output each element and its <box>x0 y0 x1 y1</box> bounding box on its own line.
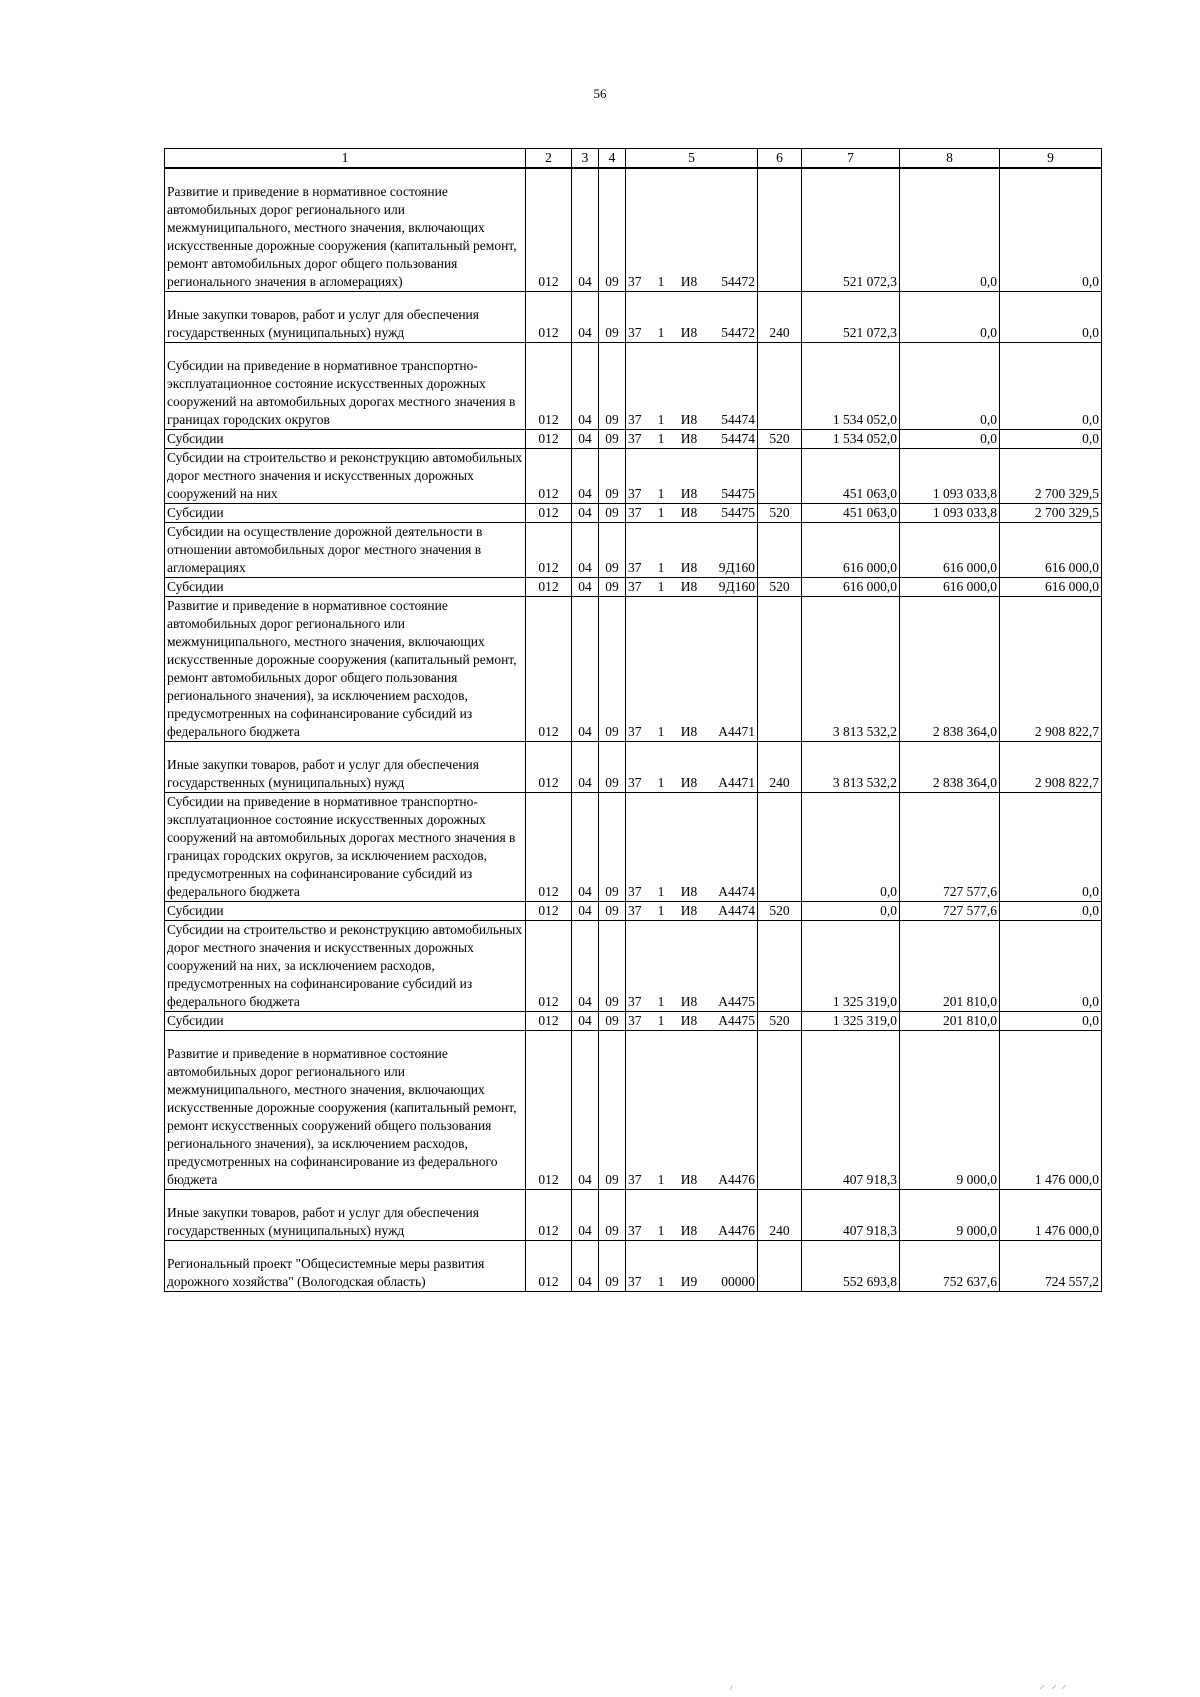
row-description: Иные закупки товаров, работ и услуг для обеспечения государственных (муниципальных) нужд <box>165 1190 526 1241</box>
row-col-9: 0,0 <box>1000 1012 1102 1031</box>
row-col-5 <box>626 1241 758 1292</box>
row-col-5 <box>626 1190 758 1241</box>
row-description: Субсидии <box>165 504 526 523</box>
row-col-7: 1 325 319,0 <box>802 1012 900 1031</box>
row-col-7: 3 813 532,2 <box>802 742 900 793</box>
row-description: Иные закупки товаров, работ и услуг для обеспечения государственных (муниципальных) нужд <box>165 292 526 343</box>
code-direction: А4471 <box>718 724 755 739</box>
row-col-5 <box>626 430 758 449</box>
row-col-2: 012 <box>526 793 572 902</box>
code-subprogram: 1 <box>657 505 665 520</box>
row-description: Субсидии на приведение в нормативное транспортно-эксплуатационное состояние искусственных дорожных сооружений на автомобильных дорогах местного значения в границах городских округов, за исключением расходов, предусмотренных на софинансирование субсидий из федерального бюджета <box>165 793 526 902</box>
row-col-7: 407 918,3 <box>802 1190 900 1241</box>
code-direction: А4474 <box>718 884 755 899</box>
row-col-9: 0,0 <box>1000 430 1102 449</box>
row-col-3: 04 <box>572 902 599 921</box>
code-project: И8 <box>680 1013 698 1028</box>
header-col-7: 7 <box>802 149 900 169</box>
code-subprogram: 1 <box>657 724 665 739</box>
row-col-2: 012 <box>526 921 572 1012</box>
row-col-4: 09 <box>599 597 626 742</box>
header-col-6: 6 <box>758 149 802 169</box>
row-col-8: 0,0 <box>900 343 1000 430</box>
row-col-2: 012 <box>526 1012 572 1031</box>
row-col-9: 0,0 <box>1000 168 1102 292</box>
row-col-6 <box>758 523 802 578</box>
row-col-3: 04 <box>572 1190 599 1241</box>
row-col-8: 1 093 033,8 <box>900 504 1000 523</box>
table-row <box>165 902 1102 921</box>
row-description: Субсидии на строительство и реконструкцию автомобильных дорог местного значения и искусственных дорожных сооружений на них <box>165 449 526 504</box>
row-col-8: 616 000,0 <box>900 578 1000 597</box>
code-subprogram: 1 <box>657 560 665 575</box>
row-col-5 <box>626 793 758 902</box>
code-subprogram: 1 <box>657 903 665 918</box>
table-row <box>165 343 1102 430</box>
code-direction: 9Д160 <box>718 560 755 575</box>
code-project: И8 <box>680 903 698 918</box>
code-subprogram: 1 <box>657 579 665 594</box>
header-col-3: 3 <box>572 149 599 169</box>
row-col-6 <box>758 449 802 504</box>
row-col-6: 240 <box>758 292 802 343</box>
row-col-5 <box>626 742 758 793</box>
row-col-3: 04 <box>572 430 599 449</box>
row-col-9: 1 476 000,0 <box>1000 1031 1102 1190</box>
row-col-9: 616 000,0 <box>1000 578 1102 597</box>
code-project: И8 <box>680 505 698 520</box>
row-col-8: 0,0 <box>900 430 1000 449</box>
row-col-9: 0,0 <box>1000 921 1102 1012</box>
page-number: 56 <box>593 86 607 101</box>
row-description: Субсидии <box>165 578 526 597</box>
row-col-6: 520 <box>758 578 802 597</box>
code-project: И8 <box>680 775 698 790</box>
code-subprogram: 1 <box>657 1013 665 1028</box>
row-col-8: 201 810,0 <box>900 921 1000 1012</box>
row-col-7: 407 918,3 <box>802 1031 900 1190</box>
code-project: И8 <box>680 560 698 575</box>
row-col-9: 2 908 822,7 <box>1000 742 1102 793</box>
code-direction: А4475 <box>718 994 755 1009</box>
row-col-6: 520 <box>758 430 802 449</box>
row-col-9: 2 700 329,5 <box>1000 504 1102 523</box>
row-col-9: 2 700 329,5 <box>1000 449 1102 504</box>
code-subprogram: 1 <box>657 1172 665 1187</box>
row-col-5 <box>626 343 758 430</box>
row-col-4: 09 <box>599 504 626 523</box>
row-description: Субсидии на приведение в нормативное транспортно-эксплуатационное состояние искусственных дорожных сооружений на автомобильных дорогах местного значения в границах городских округов <box>165 343 526 430</box>
row-col-9: 0,0 <box>1000 793 1102 902</box>
row-col-7: 3 813 532,2 <box>802 597 900 742</box>
code-program: 37 <box>628 505 642 520</box>
row-col-9: 0,0 <box>1000 902 1102 921</box>
row-col-2: 012 <box>526 597 572 742</box>
code-project: И8 <box>680 431 698 446</box>
row-col-5 <box>626 449 758 504</box>
row-col-7: 1 534 052,0 <box>802 343 900 430</box>
row-col-8: 0,0 <box>900 292 1000 343</box>
row-col-4: 09 <box>599 578 626 597</box>
code-project: И8 <box>680 724 698 739</box>
row-col-3: 04 <box>572 168 599 292</box>
table-row <box>165 449 1102 504</box>
row-col-7: 451 063,0 <box>802 504 900 523</box>
code-subprogram: 1 <box>657 412 665 427</box>
row-col-9: 616 000,0 <box>1000 523 1102 578</box>
row-description: Региональный проект "Общесистемные меры развития дорожного хозяйства" (Вологодская область) <box>165 1241 526 1292</box>
row-col-9: 0,0 <box>1000 292 1102 343</box>
code-direction: 54475 <box>721 505 755 520</box>
row-col-2: 012 <box>526 168 572 292</box>
header-row <box>165 149 1102 169</box>
row-col-2: 012 <box>526 1190 572 1241</box>
row-col-2: 012 <box>526 1241 572 1292</box>
row-col-2: 012 <box>526 504 572 523</box>
row-col-2: 012 <box>526 430 572 449</box>
row-col-7: 616 000,0 <box>802 523 900 578</box>
code-direction: 54472 <box>721 325 755 340</box>
row-col-8: 752 637,6 <box>900 1241 1000 1292</box>
row-col-3: 04 <box>572 449 599 504</box>
row-col-4: 09 <box>599 1031 626 1190</box>
row-col-5 <box>626 921 758 1012</box>
table-body <box>165 168 1102 1292</box>
row-col-3: 04 <box>572 504 599 523</box>
table-row <box>165 430 1102 449</box>
row-col-5 <box>626 292 758 343</box>
row-col-7: 0,0 <box>802 902 900 921</box>
code-project: И8 <box>680 412 698 427</box>
code-program: 37 <box>628 1013 642 1028</box>
row-col-5 <box>626 902 758 921</box>
row-col-8: 2 838 364,0 <box>900 742 1000 793</box>
table-row <box>165 292 1102 343</box>
row-col-4: 09 <box>599 793 626 902</box>
code-subprogram: 1 <box>657 994 665 1009</box>
header-col-8: 8 <box>900 149 1000 169</box>
code-program: 37 <box>628 1172 642 1187</box>
row-col-6 <box>758 597 802 742</box>
code-subprogram: 1 <box>657 486 665 501</box>
code-program: 37 <box>628 884 642 899</box>
row-col-9: 0,0 <box>1000 343 1102 430</box>
code-program: 37 <box>628 724 642 739</box>
row-col-8: 1 093 033,8 <box>900 449 1000 504</box>
row-col-8: 2 838 364,0 <box>900 597 1000 742</box>
row-col-6: 520 <box>758 1012 802 1031</box>
row-col-6: 240 <box>758 742 802 793</box>
code-project: И8 <box>680 579 698 594</box>
row-col-8: 9 000,0 <box>900 1031 1000 1190</box>
row-col-5 <box>626 1012 758 1031</box>
row-col-3: 04 <box>572 742 599 793</box>
row-description: Субсидии <box>165 430 526 449</box>
row-col-4: 09 <box>599 430 626 449</box>
row-col-7: 451 063,0 <box>802 449 900 504</box>
row-col-8: 9 000,0 <box>900 1190 1000 1241</box>
row-col-4: 09 <box>599 449 626 504</box>
table-row <box>165 921 1102 1012</box>
code-program: 37 <box>628 775 642 790</box>
scan-artifact <box>730 1682 1080 1692</box>
row-col-4: 09 <box>599 902 626 921</box>
row-col-8: 727 577,6 <box>900 793 1000 902</box>
table-row <box>165 597 1102 742</box>
table-row <box>165 793 1102 902</box>
code-program: 37 <box>628 325 642 340</box>
code-subprogram: 1 <box>657 325 665 340</box>
code-direction: А4476 <box>718 1172 755 1187</box>
row-description: Субсидии <box>165 1012 526 1031</box>
header-col-2: 2 <box>526 149 572 169</box>
row-col-9: 2 908 822,7 <box>1000 597 1102 742</box>
header-col-9: 9 <box>1000 149 1102 169</box>
row-description: Субсидии на строительство и реконструкцию автомобильных дорог местного значения и искусственных дорожных сооружений на них, за исключением расходов, предусмотренных на софинансирование субсидий из федерального бюджета <box>165 921 526 1012</box>
code-direction: 9Д160 <box>718 579 755 594</box>
table-row <box>165 504 1102 523</box>
code-direction: 54474 <box>721 412 755 427</box>
code-project: И9 <box>680 1274 698 1289</box>
code-project: И8 <box>680 486 698 501</box>
row-col-2: 012 <box>526 343 572 430</box>
row-col-7: 616 000,0 <box>802 578 900 597</box>
table-row <box>165 578 1102 597</box>
row-col-3: 04 <box>572 921 599 1012</box>
code-project: И8 <box>680 1172 698 1187</box>
row-col-6 <box>758 921 802 1012</box>
row-col-2: 012 <box>526 742 572 793</box>
row-col-4: 09 <box>599 343 626 430</box>
code-project: И8 <box>680 325 698 340</box>
header-col-1: 1 <box>165 149 526 169</box>
row-col-3: 04 <box>572 523 599 578</box>
row-col-3: 04 <box>572 292 599 343</box>
code-program: 37 <box>628 579 642 594</box>
code-program: 37 <box>628 431 642 446</box>
code-subprogram: 1 <box>657 431 665 446</box>
budget-table <box>164 148 1102 1292</box>
row-col-7: 0,0 <box>802 793 900 902</box>
code-direction: А4474 <box>718 903 755 918</box>
code-project: И8 <box>680 274 698 289</box>
row-col-5 <box>626 597 758 742</box>
code-subprogram: 1 <box>657 884 665 899</box>
row-col-3: 04 <box>572 793 599 902</box>
table-row <box>165 1012 1102 1031</box>
row-description: Субсидии <box>165 902 526 921</box>
row-col-9: 1 476 000,0 <box>1000 1190 1102 1241</box>
code-program: 37 <box>628 560 642 575</box>
row-col-7: 552 693,8 <box>802 1241 900 1292</box>
row-col-6 <box>758 1031 802 1190</box>
row-col-8: 0,0 <box>900 168 1000 292</box>
row-col-6: 240 <box>758 1190 802 1241</box>
row-col-6 <box>758 343 802 430</box>
row-col-3: 04 <box>572 343 599 430</box>
row-description: Развитие и приведение в нормативное состояние автомобильных дорог регионального или межмуниципального, местного значения, включающих искусственные дорожные сооружения (капитальный ремонт, ремонт искусственных сооружений общего пользования регионального значения), за исключением расходов, предусмотренных на софинансирование из федерального бюджета <box>165 1031 526 1190</box>
row-col-5 <box>626 168 758 292</box>
table-row <box>165 1190 1102 1241</box>
row-col-2: 012 <box>526 523 572 578</box>
table-row <box>165 168 1102 292</box>
code-project: И8 <box>680 1223 698 1238</box>
header-col-5: 5 <box>626 149 758 169</box>
row-col-4: 09 <box>599 1012 626 1031</box>
code-direction: А4476 <box>718 1223 755 1238</box>
row-col-3: 04 <box>572 597 599 742</box>
row-col-7: 1 325 319,0 <box>802 921 900 1012</box>
code-direction: А4471 <box>718 775 755 790</box>
code-program: 37 <box>628 486 642 501</box>
row-col-5 <box>626 1031 758 1190</box>
code-direction: А4475 <box>718 1013 755 1028</box>
row-col-3: 04 <box>572 1241 599 1292</box>
code-direction: 54475 <box>721 486 755 501</box>
code-program: 37 <box>628 1223 642 1238</box>
row-col-5 <box>626 578 758 597</box>
row-col-7: 521 072,3 <box>802 168 900 292</box>
code-direction: 54472 <box>721 274 755 289</box>
code-direction: 54474 <box>721 431 755 446</box>
row-col-8: 616 000,0 <box>900 523 1000 578</box>
row-col-4: 09 <box>599 292 626 343</box>
row-col-7: 1 534 052,0 <box>802 430 900 449</box>
code-program: 37 <box>628 903 642 918</box>
row-col-6 <box>758 1241 802 1292</box>
code-project: И8 <box>680 884 698 899</box>
row-col-2: 012 <box>526 902 572 921</box>
row-col-2: 012 <box>526 292 572 343</box>
row-description: Иные закупки товаров, работ и услуг для обеспечения государственных (муниципальных) нужд <box>165 742 526 793</box>
code-program: 37 <box>628 994 642 1009</box>
table-row <box>165 742 1102 793</box>
row-col-6 <box>758 793 802 902</box>
row-col-8: 201 810,0 <box>900 1012 1000 1031</box>
row-col-2: 012 <box>526 578 572 597</box>
row-col-6: 520 <box>758 504 802 523</box>
code-program: 37 <box>628 1274 642 1289</box>
row-col-4: 09 <box>599 921 626 1012</box>
row-col-2: 012 <box>526 1031 572 1190</box>
row-description: Развитие и приведение в нормативное состояние автомобильных дорог регионального или межмуниципального, местного значения, включающих искусственные дорожные сооружения (капитальный ремонт, ремонт автомобильных дорог общего пользования регионального значения в агломерациях) <box>165 168 526 292</box>
row-col-4: 09 <box>599 523 626 578</box>
code-program: 37 <box>628 412 642 427</box>
code-program: 37 <box>628 274 642 289</box>
code-subprogram: 1 <box>657 274 665 289</box>
row-col-3: 04 <box>572 578 599 597</box>
code-project: И8 <box>680 994 698 1009</box>
row-col-6: 520 <box>758 902 802 921</box>
table-row <box>165 1031 1102 1190</box>
row-col-4: 09 <box>599 1190 626 1241</box>
row-col-6 <box>758 168 802 292</box>
row-col-5 <box>626 523 758 578</box>
table-row <box>165 1241 1102 1292</box>
row-col-4: 09 <box>599 168 626 292</box>
code-direction: 00000 <box>721 1274 755 1289</box>
row-col-4: 09 <box>599 742 626 793</box>
code-subprogram: 1 <box>657 1274 665 1289</box>
row-col-4: 09 <box>599 1241 626 1292</box>
code-subprogram: 1 <box>657 1223 665 1238</box>
code-subprogram: 1 <box>657 775 665 790</box>
row-description: Развитие и приведение в нормативное состояние автомобильных дорог регионального или межмуниципального, местного значения, включающих искусственные дорожные сооружения (капитальный ремонт, ремонт автомобильных дорог общего пользования регионального значения), за исключением расходов, предусмотренных на софинансирование субсидий из федерального бюджета <box>165 597 526 742</box>
row-description: Субсидии на осуществление дорожной деятельности в отношении автомобильных дорог местного значения в агломерациях <box>165 523 526 578</box>
row-col-9: 724 557,2 <box>1000 1241 1102 1292</box>
header-col-4: 4 <box>599 149 626 169</box>
row-col-3: 04 <box>572 1031 599 1190</box>
row-col-5 <box>626 504 758 523</box>
row-col-2: 012 <box>526 449 572 504</box>
row-col-7: 521 072,3 <box>802 292 900 343</box>
row-col-3: 04 <box>572 1012 599 1031</box>
table-row <box>165 523 1102 578</box>
row-col-8: 727 577,6 <box>900 902 1000 921</box>
